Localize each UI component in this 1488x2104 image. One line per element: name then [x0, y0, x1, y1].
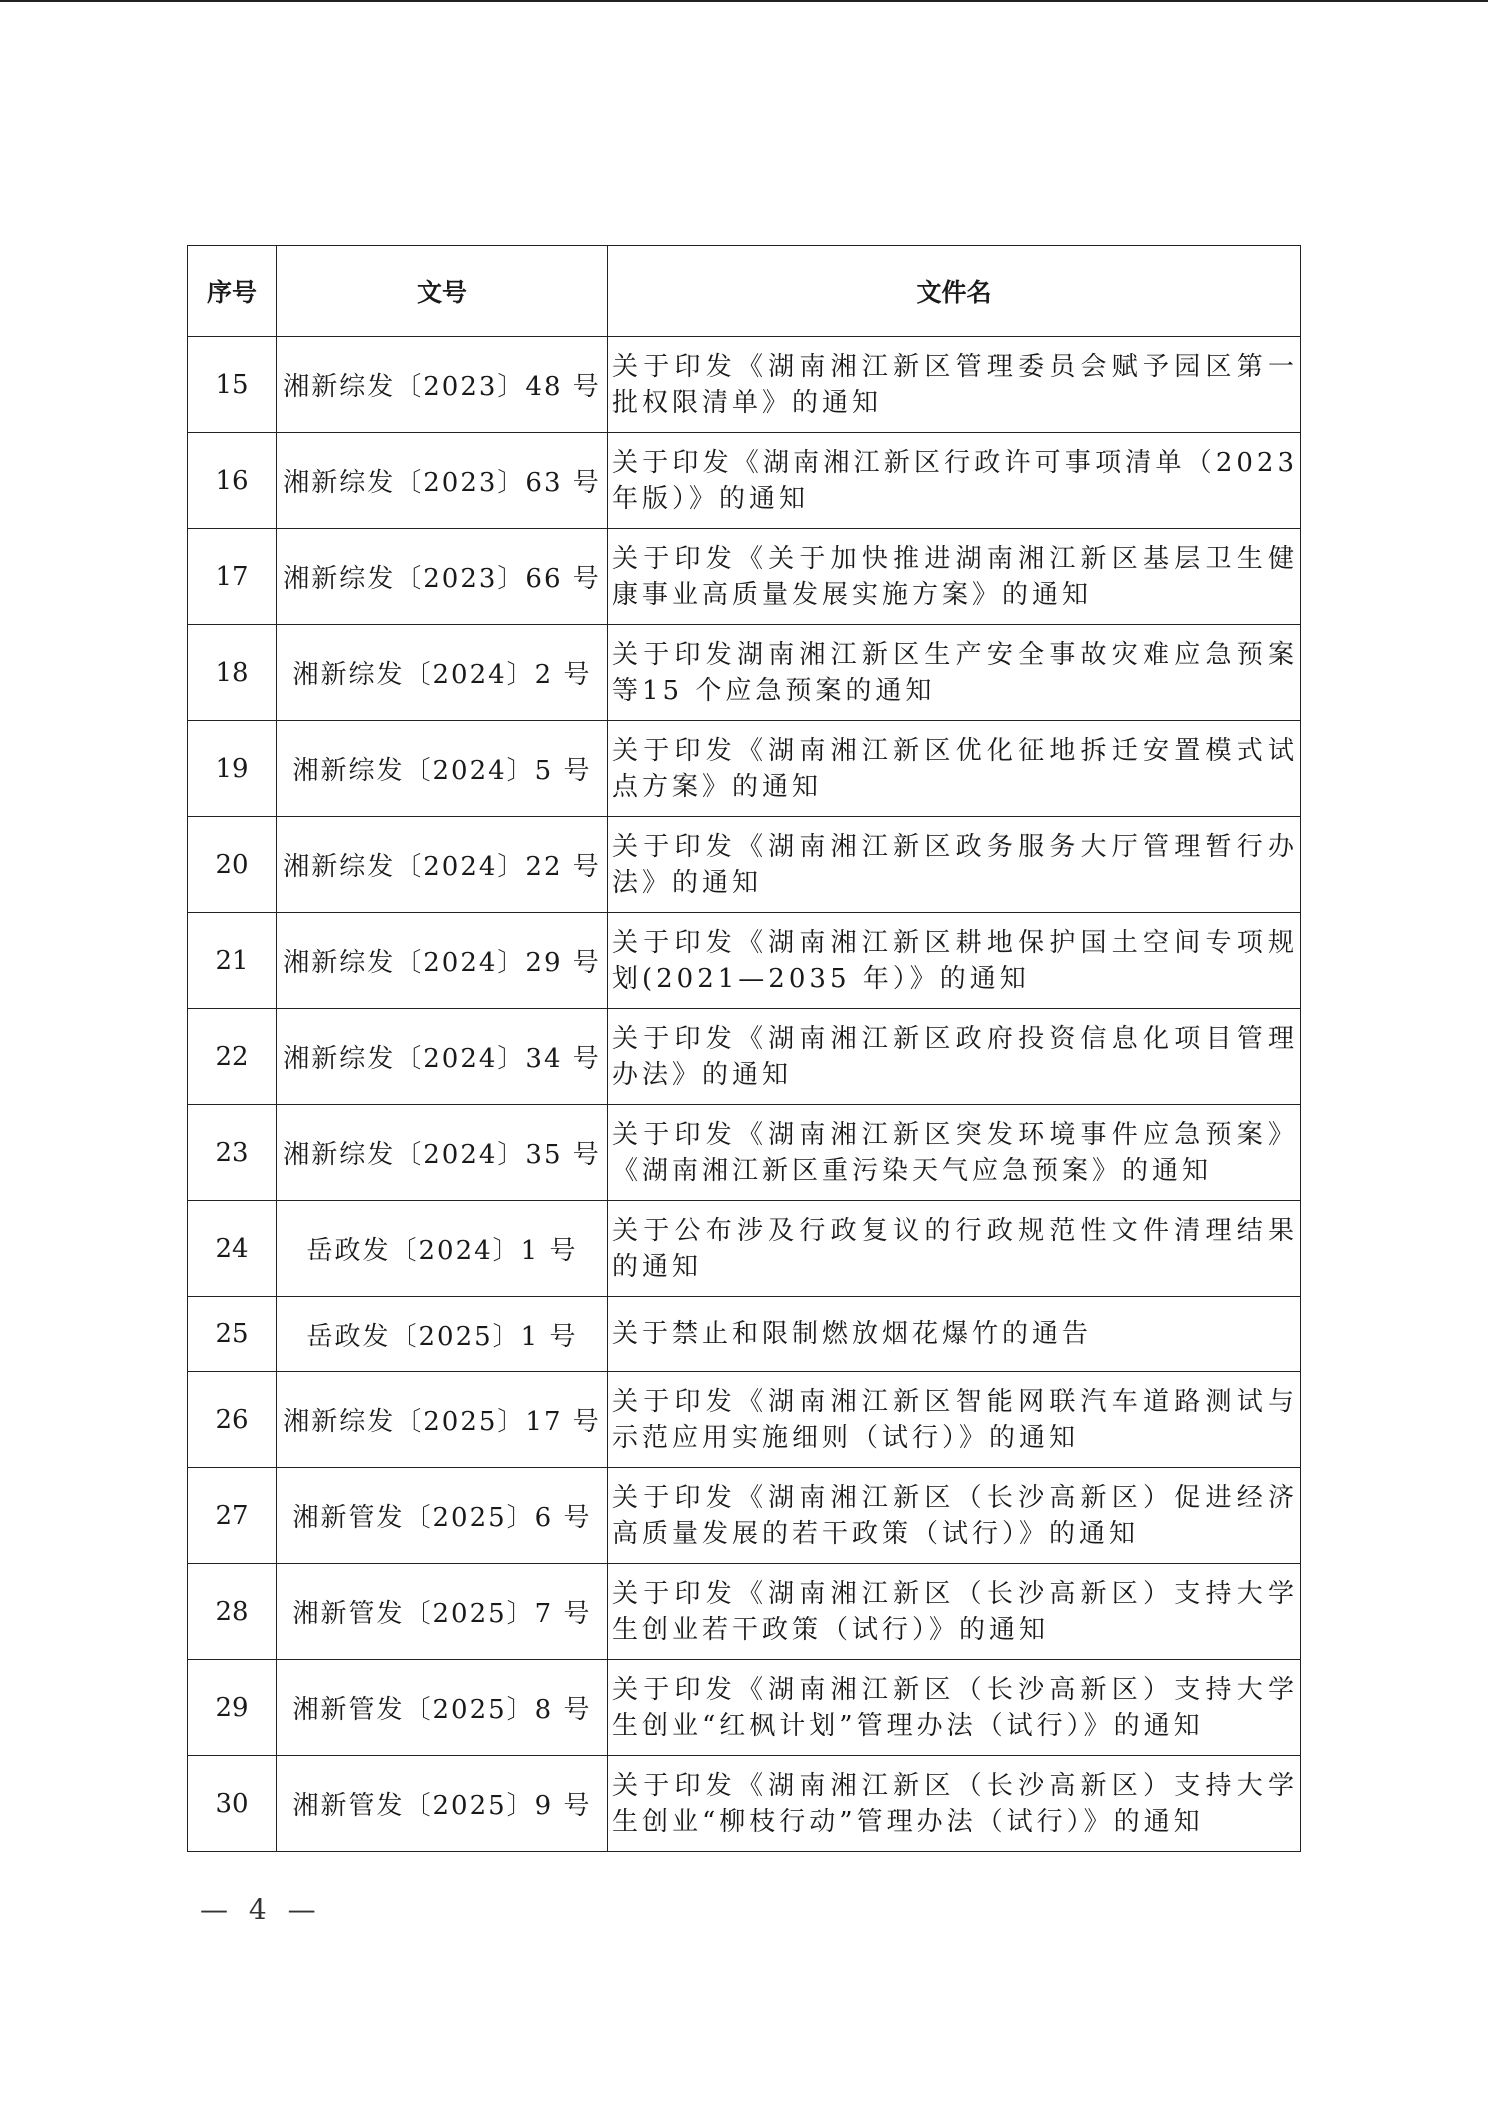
row-doc-number: 湘新管发〔2025〕7 号 [277, 1564, 608, 1660]
row-index: 30 [188, 1756, 277, 1852]
row-doc-number: 湘新综发〔2024〕5 号 [277, 721, 608, 817]
row-doc-number: 湘新综发〔2023〕63 号 [277, 433, 608, 529]
table-row [188, 1756, 1301, 1852]
row-doc-name: 关于印发《湖南湘江新区优化征地拆迁安置模式试点方案》的通知 [608, 721, 1301, 817]
row-doc-name: 关于印发《湖南湘江新区政务服务大厅管理暂行办法》的通知 [608, 817, 1301, 913]
row-doc-name: 关于印发《湖南湘江新区行政许可事项清单（2023年版）》的通知 [608, 433, 1301, 529]
table-row [188, 625, 1301, 721]
table-row [188, 1468, 1301, 1564]
row-index: 28 [188, 1564, 277, 1660]
row-doc-number: 湘新综发〔2024〕29 号 [277, 913, 608, 1009]
row-doc-number: 湘新综发〔2024〕22 号 [277, 817, 608, 913]
row-doc-name: 关于印发《湖南湘江新区智能网联汽车道路测试与示范应用实施细则（试行）》的通知 [608, 1372, 1301, 1468]
row-doc-name: 关于印发《关于加快推进湖南湘江新区基层卫生健康事业高质量发展实施方案》的通知 [608, 529, 1301, 625]
table-row [188, 1009, 1301, 1105]
row-doc-number: 湘新综发〔2024〕2 号 [277, 625, 608, 721]
header-doc-number: 文号 [277, 246, 608, 337]
row-index: 19 [188, 721, 277, 817]
table-row [188, 1372, 1301, 1468]
table-row [188, 913, 1301, 1009]
row-index: 24 [188, 1201, 277, 1297]
row-index: 21 [188, 913, 277, 1009]
row-doc-number: 湘新综发〔2023〕48 号 [277, 337, 608, 433]
row-doc-number: 岳政发〔2024〕1 号 [277, 1201, 608, 1297]
row-index: 26 [188, 1372, 277, 1468]
header-index: 序号 [188, 246, 277, 337]
row-index: 20 [188, 817, 277, 913]
table-header-row [188, 246, 1301, 337]
row-index: 18 [188, 625, 277, 721]
row-doc-number: 湘新管发〔2025〕9 号 [277, 1756, 608, 1852]
table-row [188, 1660, 1301, 1756]
row-doc-name: 关于印发《湖南湘江新区突发环境事件应急预案》《湖南湘江新区重污染天气应急预案》的通知 [608, 1105, 1301, 1201]
header-doc-name: 文件名 [608, 246, 1301, 337]
row-index: 15 [188, 337, 277, 433]
table-row [188, 529, 1301, 625]
row-doc-name: 关于印发《湖南湘江新区（长沙高新区）促进经济高质量发展的若干政策（试行）》的通知 [608, 1468, 1301, 1564]
table-row [188, 817, 1301, 913]
row-doc-number: 湘新管发〔2025〕8 号 [277, 1660, 608, 1756]
row-index: 23 [188, 1105, 277, 1201]
row-doc-number: 岳政发〔2025〕1 号 [277, 1297, 608, 1372]
row-doc-name: 关于印发《湖南湘江新区（长沙高新区）支持大学生创业“柳枝行动”管理办法（试行）》的通知 [608, 1756, 1301, 1852]
top-border-rule [0, 0, 1488, 2]
row-index: 25 [188, 1297, 277, 1372]
row-index: 17 [188, 529, 277, 625]
table-row [188, 1564, 1301, 1660]
document-list-table [187, 245, 1301, 1852]
row-doc-number: 湘新综发〔2025〕17 号 [277, 1372, 608, 1468]
row-index: 22 [188, 1009, 277, 1105]
row-doc-name: 关于印发《湖南湘江新区管理委员会赋予园区第一批权限清单》的通知 [608, 337, 1301, 433]
page-number: — 4 — [200, 1893, 322, 1926]
table-row [188, 1297, 1301, 1372]
row-doc-name: 关于印发《湖南湘江新区（长沙高新区）支持大学生创业“红枫计划”管理办法（试行）》的通知 [608, 1660, 1301, 1756]
table-row [188, 337, 1301, 433]
row-index: 29 [188, 1660, 277, 1756]
row-index: 27 [188, 1468, 277, 1564]
row-doc-name: 关于印发湖南湘江新区生产安全事故灾难应急预案等15 个应急预案的通知 [608, 625, 1301, 721]
row-doc-name: 关于公布涉及行政复议的行政规范性文件清理结果的通知 [608, 1201, 1301, 1297]
table-row [188, 721, 1301, 817]
row-doc-name: 关于印发《湖南湘江新区（长沙高新区）支持大学生创业若干政策（试行）》的通知 [608, 1564, 1301, 1660]
row-doc-name: 关于印发《湖南湘江新区政府投资信息化项目管理办法》的通知 [608, 1009, 1301, 1105]
table-row [188, 433, 1301, 529]
table-row [188, 1201, 1301, 1297]
row-doc-number: 湘新综发〔2023〕66 号 [277, 529, 608, 625]
row-doc-number: 湘新综发〔2024〕35 号 [277, 1105, 608, 1201]
row-index: 16 [188, 433, 277, 529]
row-doc-number: 湘新管发〔2025〕6 号 [277, 1468, 608, 1564]
table-row [188, 1105, 1301, 1201]
row-doc-name: 关于印发《湖南湘江新区耕地保护国土空间专项规划(2021—2035 年）》的通知 [608, 913, 1301, 1009]
row-doc-name: 关于禁止和限制燃放烟花爆竹的通告 [608, 1297, 1301, 1372]
row-doc-number: 湘新综发〔2024〕34 号 [277, 1009, 608, 1105]
